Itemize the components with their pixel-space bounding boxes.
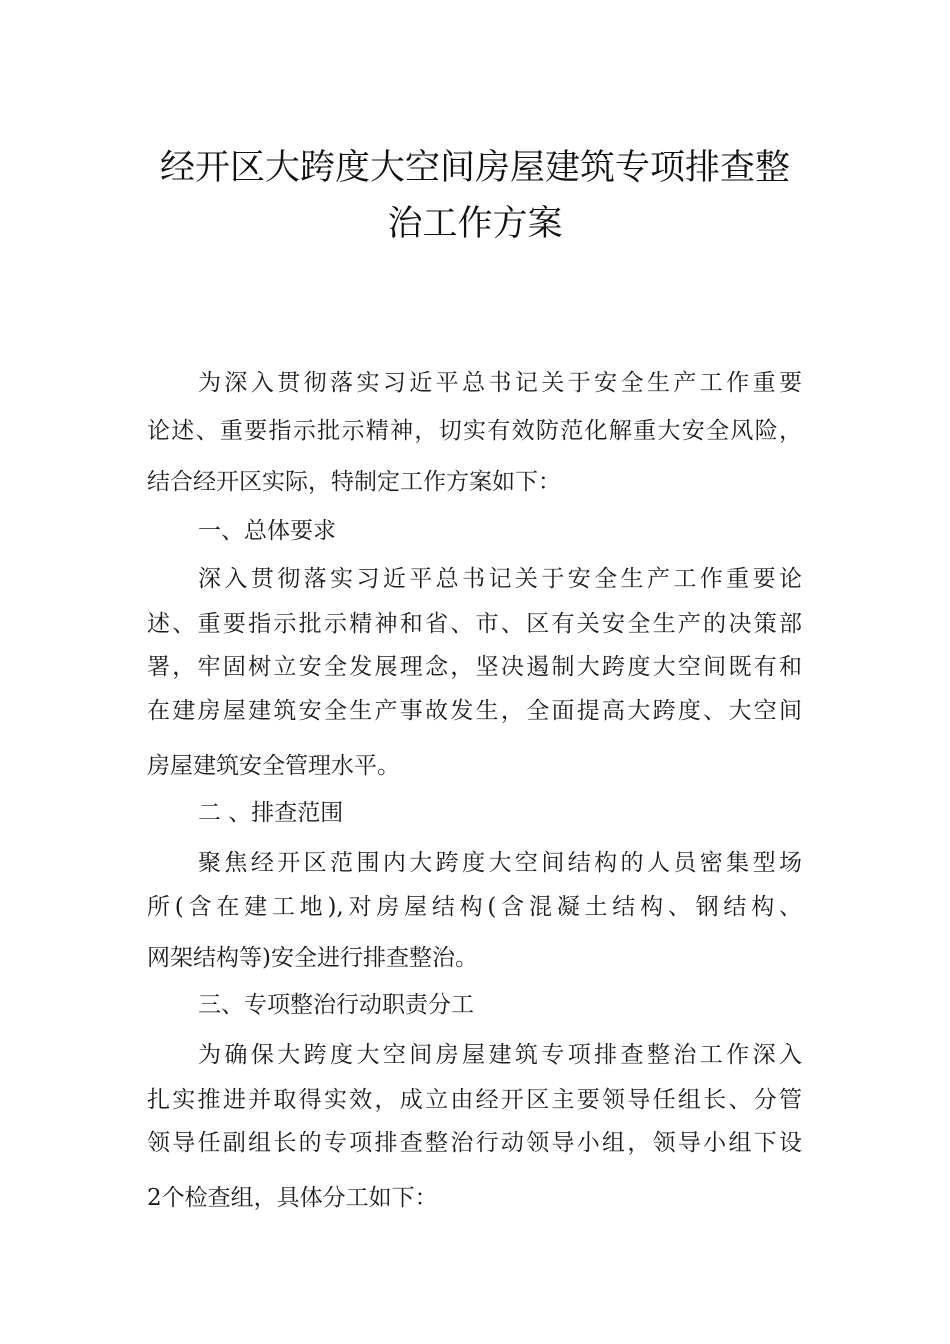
section-1-paragraph-line-2: 述、重要指示批示精神和省、市、区有关安全生产的决策部 xyxy=(147,611,802,637)
section-heading-1: 一、总体要求 xyxy=(198,518,336,544)
section-3-paragraph-line-4: 2个检查组，具体分工如下： xyxy=(147,1185,438,1211)
section-1-paragraph-line-5: 房屋建筑安全管理水平。 xyxy=(147,753,400,779)
section-3-paragraph-line-2: 扎实推进并取得实效，成立由经开区主要领导任组长、分管 xyxy=(147,1087,802,1113)
section-2-paragraph-line-2: 所(含在建工地),对房屋结构(含混凝土结构、钢结构、 xyxy=(147,894,802,920)
section-3-paragraph-line-3: 领导任副组长的专项排查整治行动领导小组，领导小组下设 xyxy=(147,1130,802,1156)
section-3-paragraph-line-1: 为确保大跨度大空间房屋建筑专项排查整治工作深入 xyxy=(198,1042,802,1068)
intro-paragraph-line-3: 结合经开区实际，特制定工作方案如下： xyxy=(147,469,561,495)
document-title-line-2: 治工作方案 xyxy=(387,204,563,244)
intro-paragraph-line-2: 论述、重要指示批示精神，切实有效防范化解重大安全风险， xyxy=(147,418,802,444)
section-2-paragraph-line-1: 聚焦经开区范围内大跨度大空间结构的人员密集型场 xyxy=(198,850,802,876)
section-1-paragraph-line-1: 深入贯彻落实习近平总书记关于安全生产工作重要论 xyxy=(198,566,802,592)
section-heading-3: 三、专项整治行动职责分工 xyxy=(198,992,474,1018)
section-1-paragraph-line-4: 在建房屋建筑安全生产事故发生，全面提高大跨度、大空间 xyxy=(147,698,802,724)
document-title-line-1: 经开区大跨度大空间房屋建筑专项排查整 xyxy=(159,148,790,188)
section-heading-2: 二 、排查范围 xyxy=(198,800,344,826)
intro-paragraph-line-1: 为深入贯彻落实习近平总书记关于安全生产工作重要 xyxy=(198,370,802,396)
section-1-paragraph-line-3: 署，牢固树立安全发展理念，坚决遏制大跨度大空间既有和 xyxy=(147,654,802,680)
section-2-paragraph-line-3: 网架结构等)安全进行排查整治。 xyxy=(147,945,478,971)
